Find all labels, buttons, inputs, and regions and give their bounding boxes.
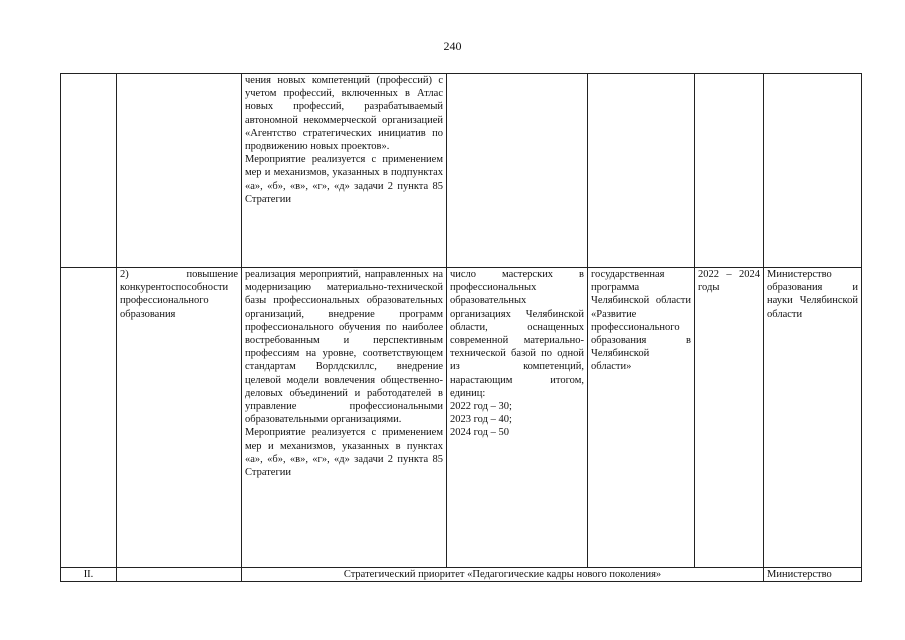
period-cell: 2022 – 2024 годы	[695, 268, 764, 568]
page-number: 240	[443, 39, 462, 53]
measure-note: Мероприятие реализуется с применением мер и механизмов, указанных в пунктах «а», «б», «в», «г», «д» задачи 2 пункта 85 Стратегии	[245, 427, 443, 479]
responsible-cell: Министерство	[764, 568, 862, 582]
task-cell	[117, 568, 242, 582]
indicator-value-2024: 2024 год – 50	[450, 427, 509, 439]
row-number-cell: II.	[61, 568, 117, 582]
measure-note: Мероприятие реализуется с применением мер и механизмов, указанных в подпунктах «а», «б», «в», «г», «д» задачи 2 пункта 85 Стратегии	[245, 154, 443, 205]
measure-text: реализация мероприятий, направленных на модернизацию материально-технической базы профессиональных образовательных организаций, внедрение программ профессионального обучения по наиболее востребованным и перспективным профессиям на уровне, соответствующем стандартам Ворлдскиллс, внедрение целевой модели вовлечения общественно-деловых объединений и работодателей в управление профессиональными образовательными организациями.	[245, 269, 443, 426]
indicator-cell	[447, 74, 588, 268]
row-number-cell	[61, 268, 117, 568]
indicator-cell	[447, 268, 588, 568]
task-cell: 2) повышение конкурентоспособности профессионального образования	[117, 268, 242, 568]
table-row	[61, 268, 862, 568]
task-cell	[117, 74, 242, 268]
indicator-text: число мастерских в профессиональных образовательных организациях Челябинской области, оснащенных современной материально-технической базой по одной из компетенций, нарастающим итогом, единиц:	[450, 269, 584, 399]
table-row	[61, 74, 862, 268]
indicator-value-2023: 2023 год – 40;	[450, 414, 512, 426]
responsible-cell	[764, 74, 862, 268]
period-cell	[695, 74, 764, 268]
measure-cell	[242, 268, 447, 568]
program-cell	[588, 74, 695, 268]
indicator-value-2022: 2022 год – 30;	[450, 401, 512, 413]
row-number-cell	[61, 74, 117, 268]
strategy-table	[60, 73, 862, 582]
measure-text: чения новых компетенций (профессий) с учетом профессий, включенных в Атлас новых профессий, разрабатываемый автономной некоммерческой организацией «Агентство стратегических инициатив по продвижению новых проектов».	[245, 75, 443, 153]
table-row	[61, 568, 862, 582]
program-cell: государственная программа Челябинской области «Развитие профессионального образования в Челябинской области»	[588, 268, 695, 568]
priority-heading: Стратегический приоритет «Педагогические кадры нового поколения»	[242, 568, 764, 582]
responsible-cell: Министерство образования и науки Челябинской области	[764, 268, 862, 568]
measure-cell	[242, 74, 447, 268]
